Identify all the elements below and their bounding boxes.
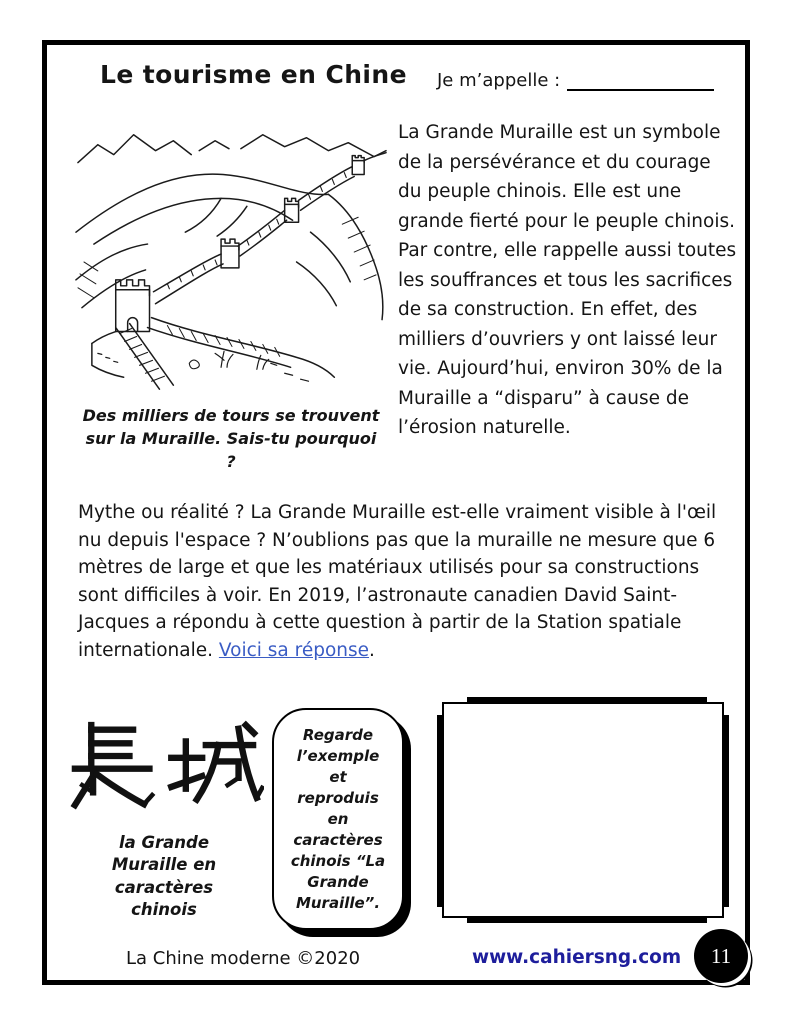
website-link[interactable]: www.cahiersng.com: [472, 947, 682, 968]
intro-paragraph: La Grande Muraille est un symbole de la persévérance et du courage du peuple chinois. Elle est une grande fierté pour le peuple chinois. Par contre, elle rappelle aussi toutes les souffrances et tous les sacrifices de sa construction. En effet, des milliers d’ouvriers y ont laissé leur vie. Aujourd’hui, environ 30% de la Muraille a “disparu” à cause de l’érosion naturelle.: [398, 122, 737, 438]
instruction-bubble: [272, 708, 404, 930]
response-link[interactable]: Voici sa réponse: [218, 639, 370, 661]
name-blank-line[interactable]: [567, 71, 714, 91]
great-wall-illustration: [72, 112, 390, 400]
myth-text: Mythe ou réalité ? La Grande Muraille est-elle vraiment visible à l'œil nu depuis l'espace ? N’oublions pas que la muraille ne mesure que 6 mètres de large et que les matériaux utilisés pour sa constructions sont difficiles à voir. En 2019, l’astronaute canadien David Saint-Jacques a répondu à cette question à partir de la Station spatiale internationale.: [78, 502, 717, 661]
instruction-bubble-text: Regarde l’exemple et reproduis en caractères chinois “La Grande Muraille”.: [290, 725, 386, 912]
figure-caption: Des milliers de tours se trouvent sur la Muraille. Sais-tu pourquoi ?: [82, 406, 380, 472]
page-number: 11: [710, 943, 732, 968]
name-label: Je m’appelle :: [437, 70, 561, 91]
page-title: Le tourisme en Chine: [100, 60, 407, 89]
footer-copyright: La Chine moderne ©2020: [126, 948, 361, 969]
writing-box[interactable]: [437, 697, 729, 923]
name-row: [437, 70, 714, 91]
myth-paragraph: [78, 499, 736, 664]
page-number-badge: [694, 929, 748, 983]
chinese-characters-caption: la Grande Muraille en caractères chinois: [111, 833, 217, 919]
chinese-characters-illustration: [64, 708, 264, 824]
writing-box-area[interactable]: [442, 702, 724, 918]
myth-text-after: .: [369, 639, 375, 661]
